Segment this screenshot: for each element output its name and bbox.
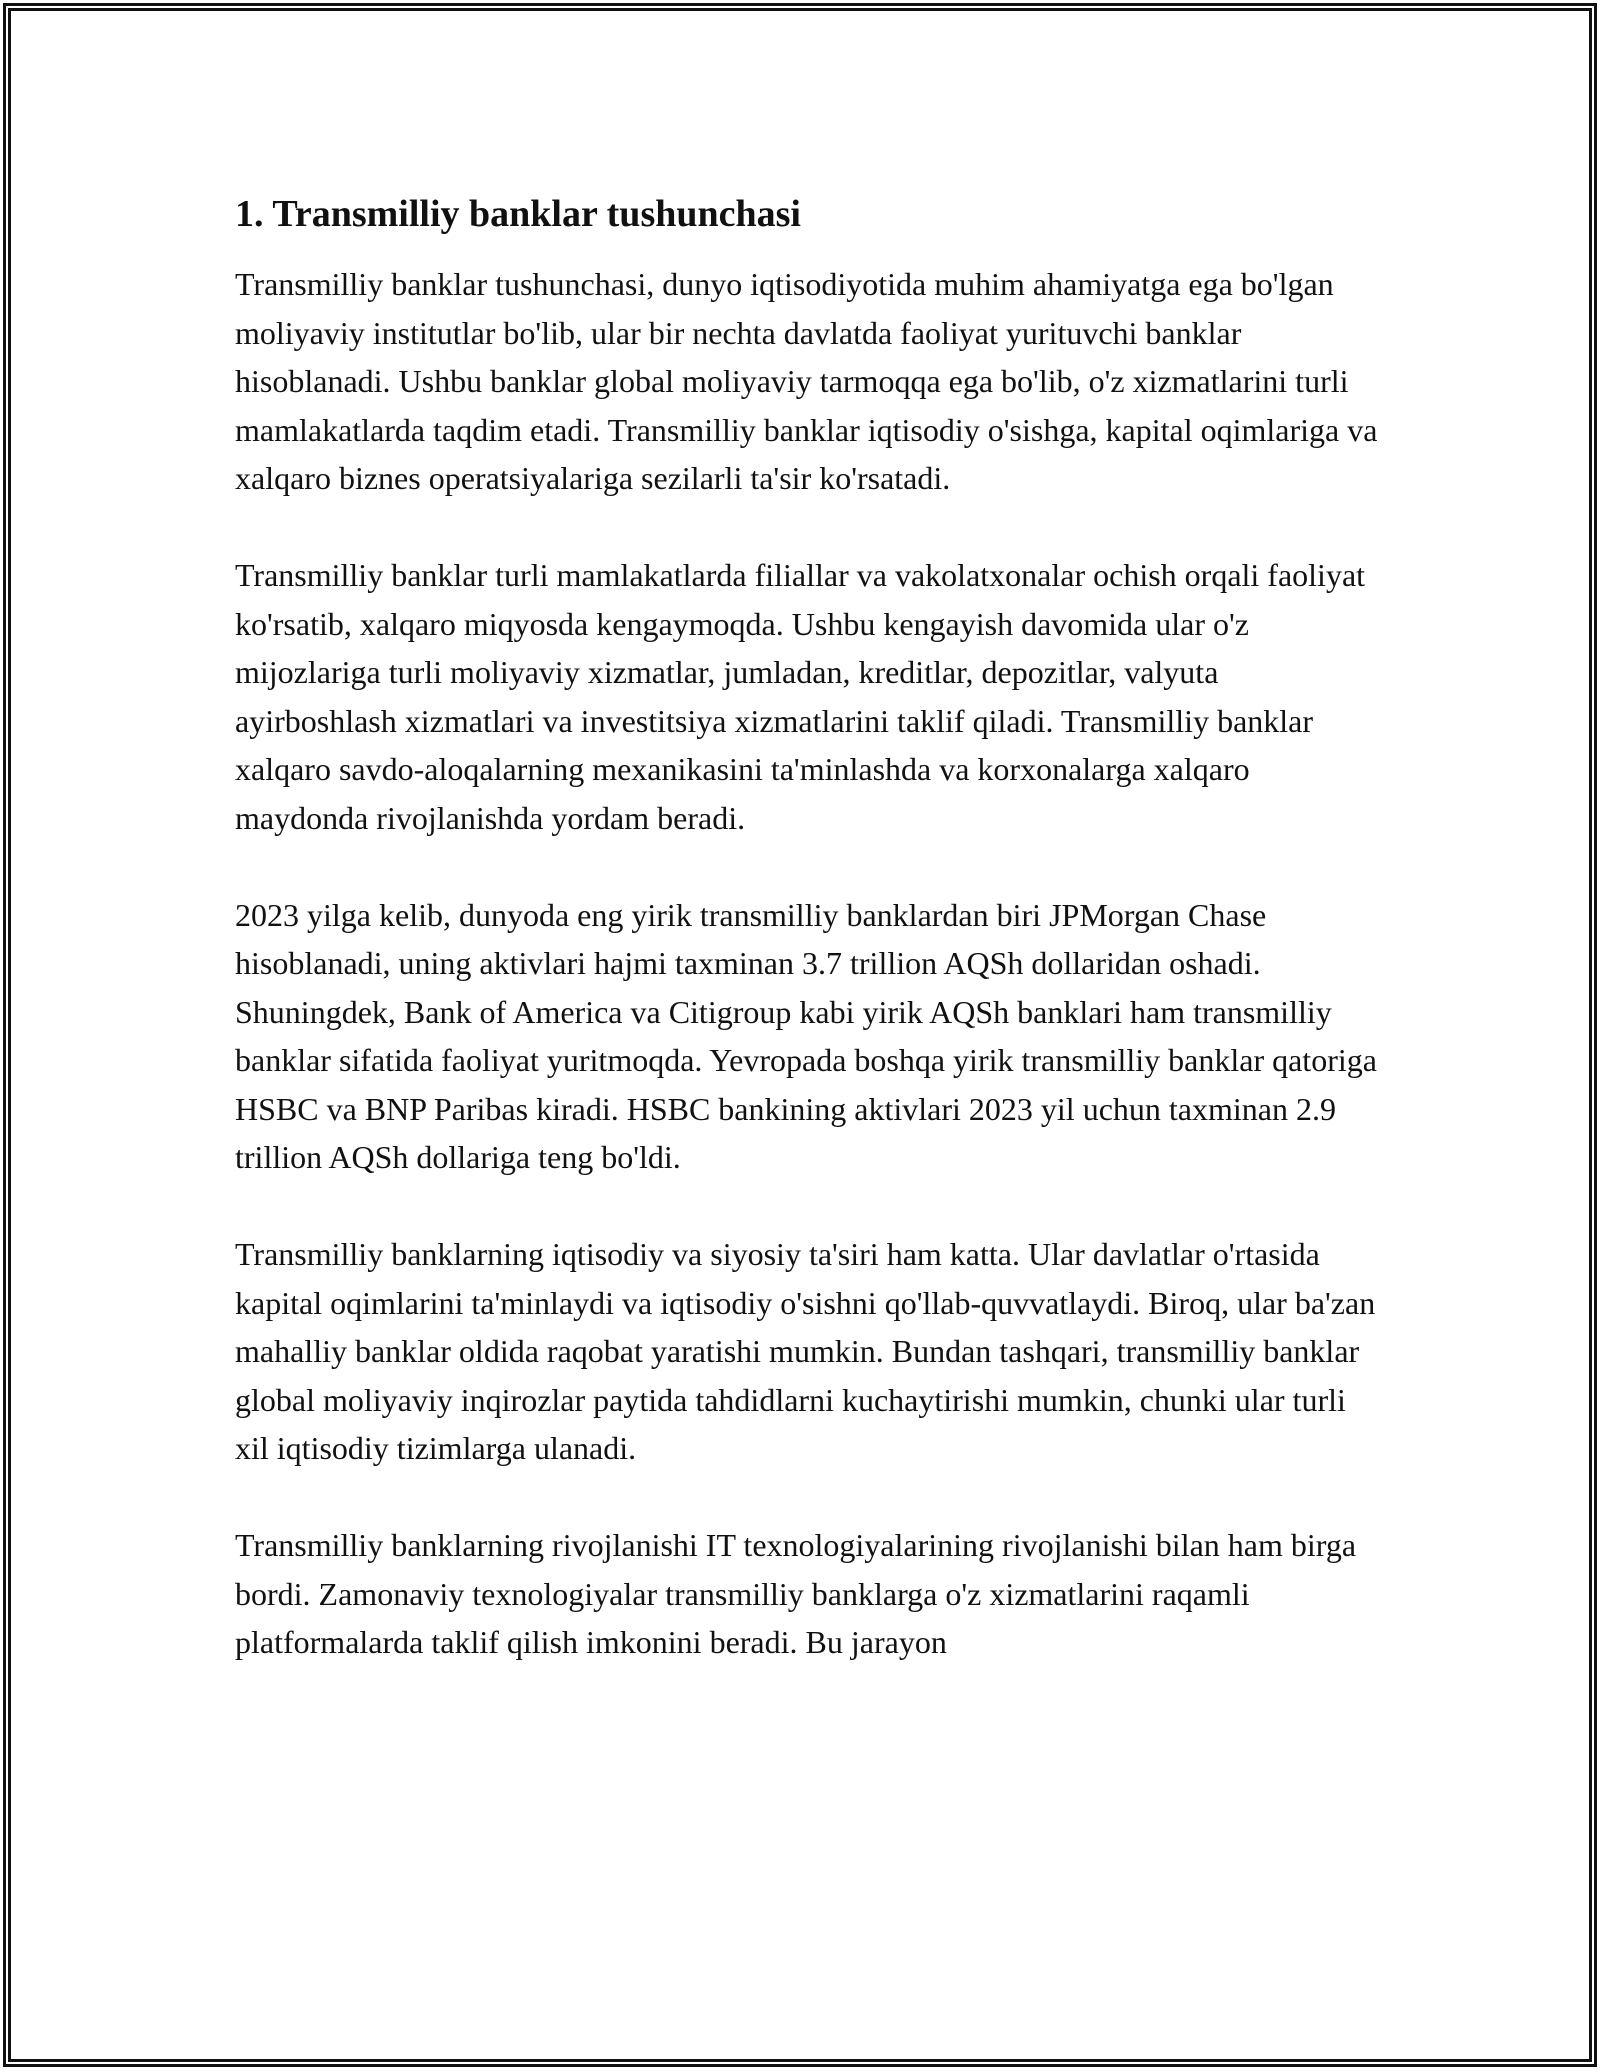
- paragraph-2: Transmilliy banklar turli mamlakatlarda filiallar va vakolatxonalar ochish orqali faoliyat ko'rsatib, xalqaro miqyosda kengaymoqda. Ushbu kengayish davomida ular o'z mijozlariga turli moliyaviy xizmatlar, jumladan, kreditlar, depozitlar, valyuta ayirboshlash xizmatlari va investitsiya xizmatlarini taklif qiladi. Transmilliy banklar xalqaro savdo-aloqalarning mexanikasini ta'minlashda va korxonalarga xalqaro maydonda rivojlanishda yordam beradi.: [235, 557, 1366, 836]
- paragraph-5: Transmilliy banklarning rivojlanishi IT texnologiyalarining rivojlanishi bilan ham birga bordi. Zamonaviy texnologiyalar transmilliy banklarga o'z xizmatlarini raqamli platformalarda taklif qilish imkonini beradi. Bu jarayon: [235, 1527, 1357, 1660]
- paragraph-1: Transmilliy banklar tushunchasi, dunyo iqtisodiyotida muhim ahamiyatga ega bo'lgan moliyaviy institutlar bo'lib, ular bir nechta davlatda faoliyat yurituvchi banklar hisoblanadi. Ushbu banklar global moliyaviy tarmoqqa ega bo'lib, o'z xizmatlarini turli mamlakatlarda taqdim etadi. Transmilliy banklar iqtisodiy o'sishga, kapital oqimlariga va xalqaro biznes operatsiyalariga sezilarli ta'sir ko'rsatadi.: [235, 266, 1378, 496]
- paragraph-3: 2023 yilga kelib, dunyoda eng yirik transmilliy banklardan biri JPMorgan Chase hisoblanadi, uning aktivlari hajmi taxminan 3.7 trillion AQSh dollaridan oshadi. Shuningdek, Bank of America va Citigroup kabi yirik AQSh banklari ham transmilliy banklar sifatida faoliyat yuritmoqda. Yevropada boshqa yirik transmilliy banklar qatoriga HSBC va BNP Paribas kiradi. HSBC bankining aktivlari 2023 yil uchun taxminan 2.9 trillion AQSh dollariga teng bo'ldi.: [235, 896, 1377, 1175]
- document-body: [235, 188, 1385, 1667]
- section-heading: 1. Transmilliy banklar tushunchasi: [235, 193, 801, 235]
- paragraph-4: Transmilliy banklarning iqtisodiy va siyosiy ta'siri ham katta. Ular davlatlar o'rtasida kapital oqimlarini ta'minlaydi va iqtisodiy o'sishni qo'llab-quvvatlaydi. Biroq, ular ba'zan mahalliy banklar oldida raqobat yaratishi mumkin. Bundan tashqari, transmilliy banklar global moliyaviy inqirozlar paytida tahdidlarni kuchaytirishi mumkin, chunki ular turli xil iqtisodiy tizimlarga ulanadi.: [235, 1236, 1376, 1466]
